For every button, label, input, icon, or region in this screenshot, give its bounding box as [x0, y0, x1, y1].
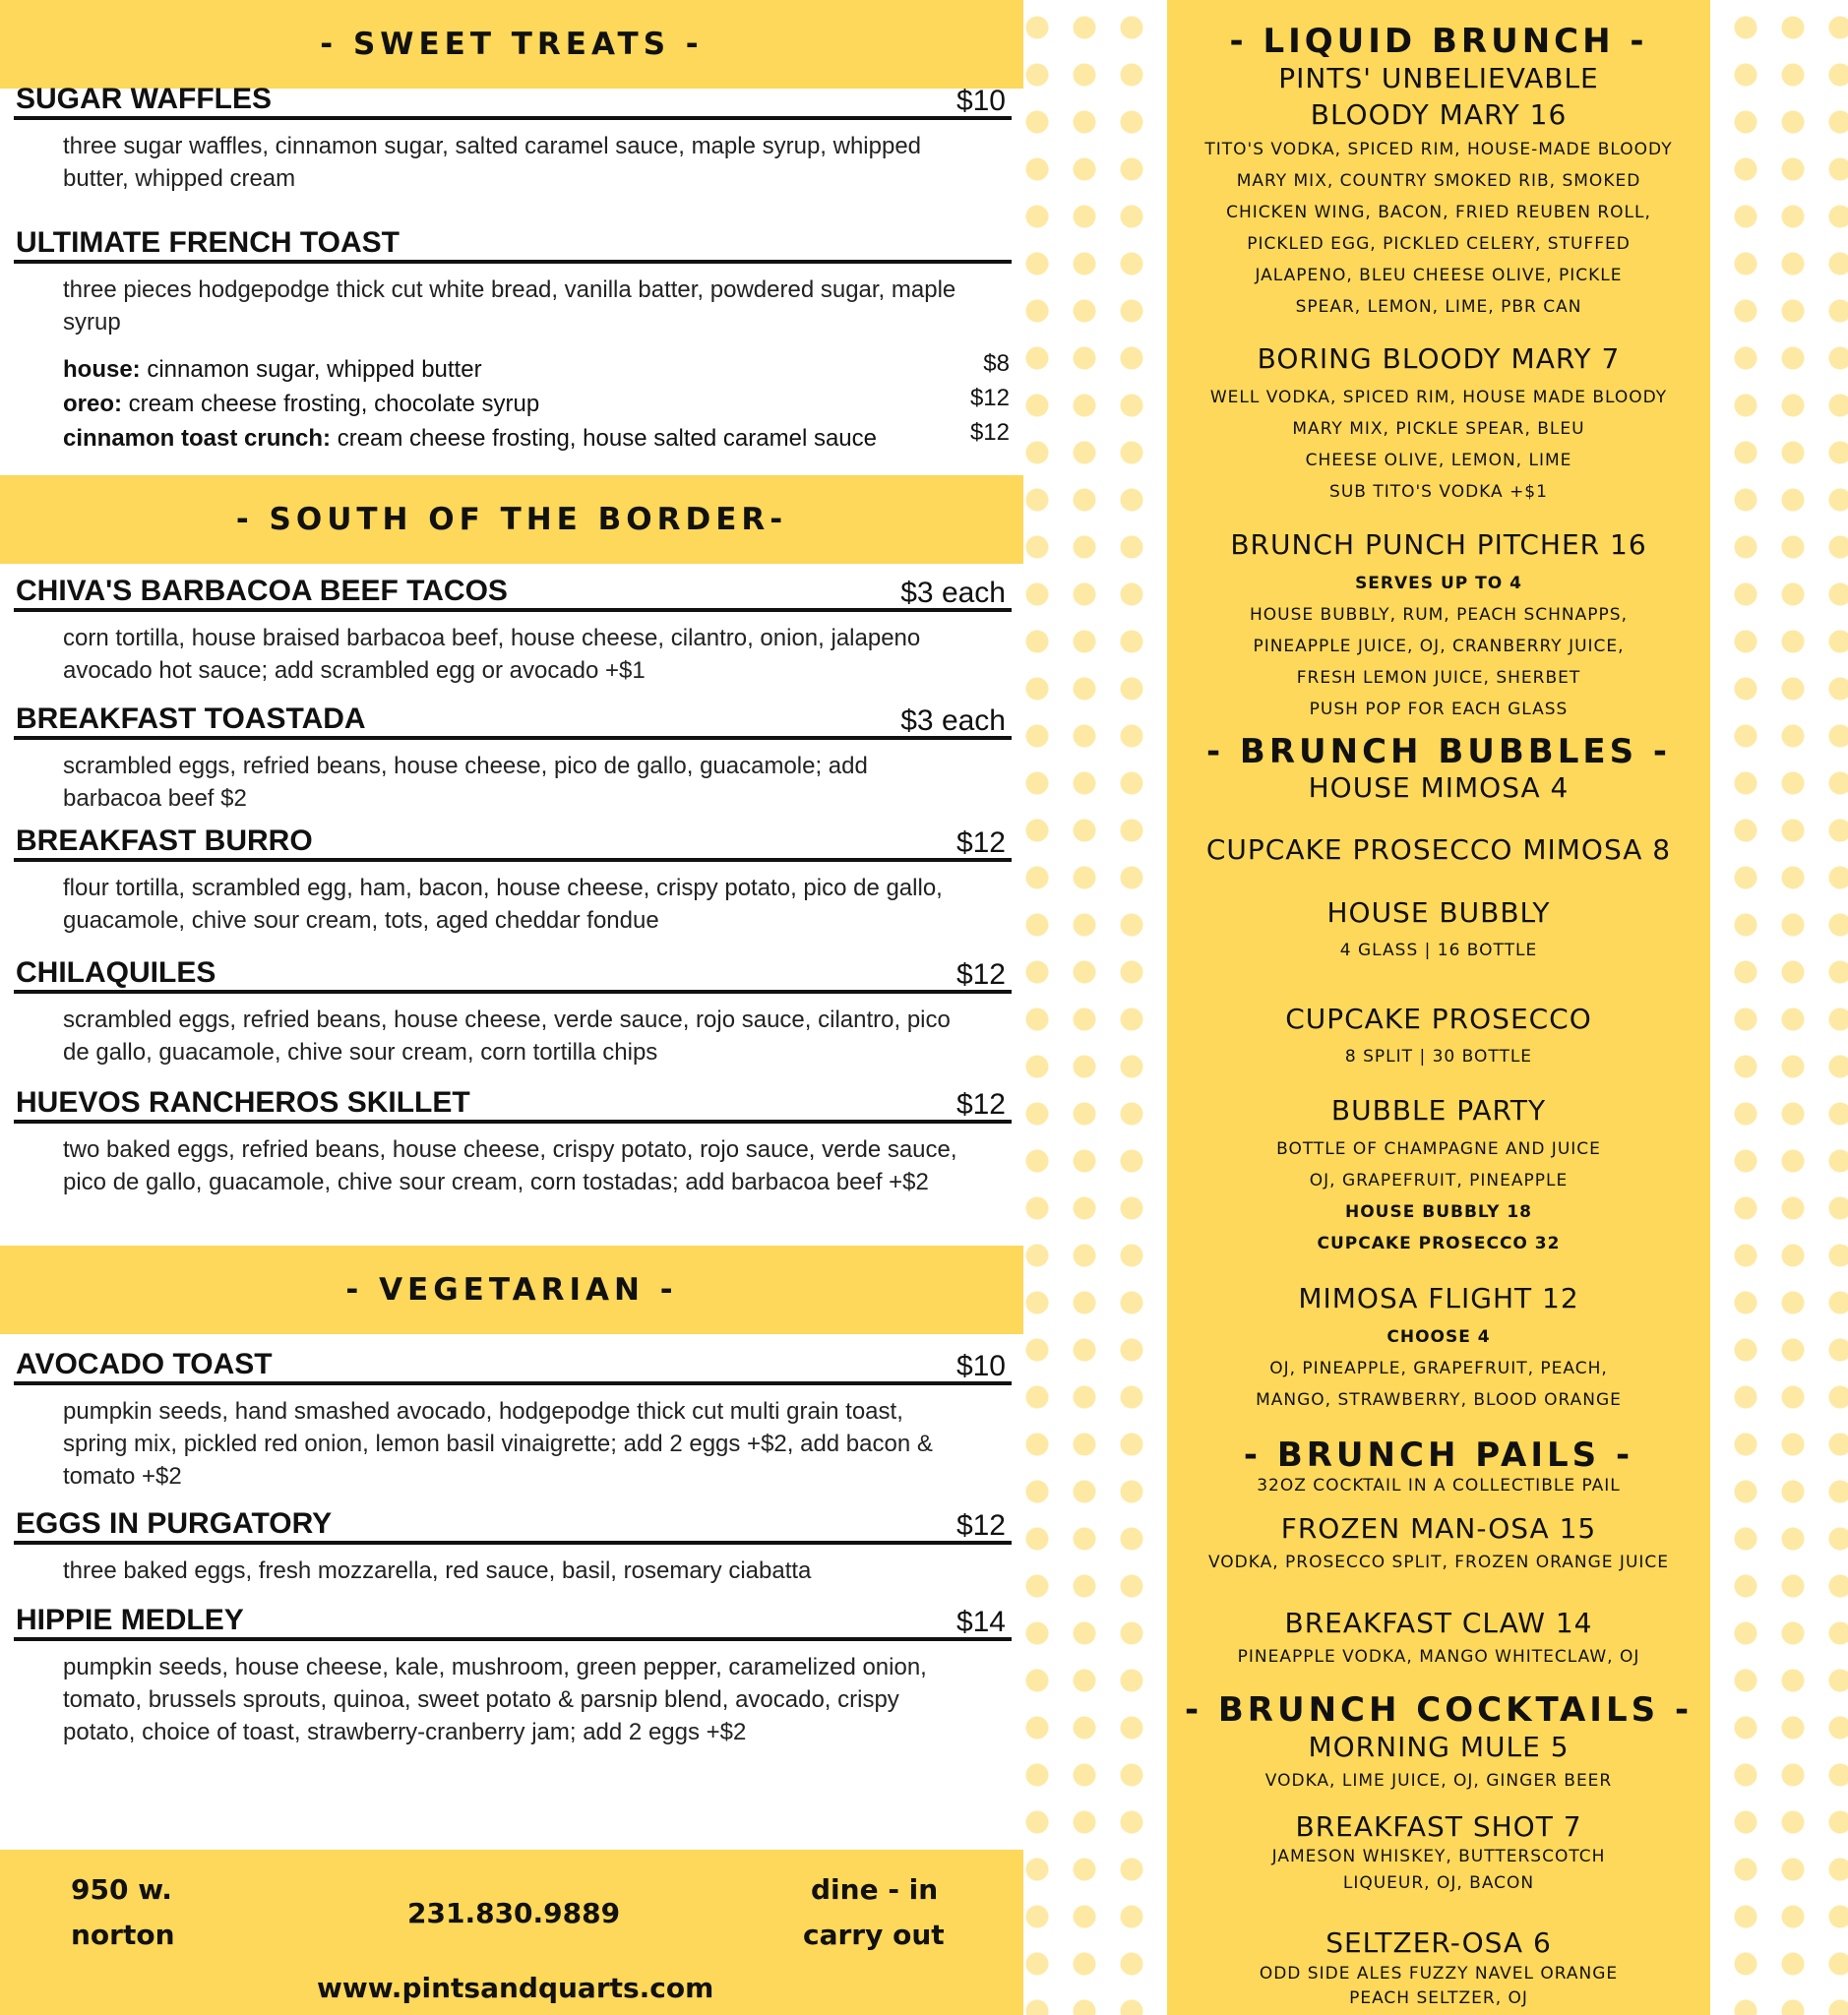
menu-item — [0, 693, 1023, 815]
desc-line: TITO'S VODKA, SPICED RIM, HOUSE-MADE BLOODY — [1204, 140, 1673, 159]
desc-line: HOUSE BUBBLY, RUM, PEACH SCHNAPPS, — [1250, 605, 1628, 625]
desc-line: PEACH SELTZER, OJ — [1349, 1988, 1528, 2008]
drinks-menu — [1167, 0, 1710, 2015]
desc-line: CHOOSE 4 — [1386, 1327, 1491, 1347]
french-toast-variants — [63, 352, 1017, 456]
desc-line: MANGO, STRAWBERRY, BLOOD ORANGE — [1256, 1390, 1622, 1410]
item-price: $12 — [955, 1088, 1006, 1121]
drink-name: MIMOSA FLIGHT 12 — [1298, 1282, 1579, 1314]
drink-description — [1167, 568, 1710, 725]
menu-item — [0, 946, 1023, 1069]
item-description: flour tortilla, scrambled egg, ham, bacon, house cheese, crispy potato, pico de gallo, guacamole, chive sour cream, tots, aged cheddar fondue — [63, 875, 943, 934]
desc-line: WELL VODKA, SPICED RIM, HOUSE MADE BLOODY — [1209, 388, 1668, 407]
footer — [0, 1850, 1023, 2015]
item-price: $10 — [955, 85, 1006, 117]
section-title: - SOUTH OF THE BORDER- — [235, 502, 788, 537]
variant-row — [63, 387, 1017, 421]
menu-item — [0, 1497, 1023, 1587]
item-description: corn tortilla, house braised barbacoa beef, house cheese, cilantro, onion, jalapeno avocado hot sauce; add scrambled egg or avocado +$1 — [63, 625, 921, 684]
desc-line: PICKLED EGG, PICKLED CELERY, STUFFED — [1247, 234, 1631, 254]
variant-text: cream cheese frosting, chocolate syrup — [122, 391, 540, 417]
item-name: HIPPIE MEDLEY — [16, 1604, 244, 1636]
brunch-pails-header: - BRUNCH PAILS - — [1243, 1435, 1634, 1475]
item-name: ULTIMATE FRENCH TOAST — [16, 226, 400, 259]
drink-description: 32OZ COCKTAIL IN A COLLECTIBLE PAIL — [1257, 1476, 1621, 1496]
drink-description — [1167, 1962, 1710, 2011]
drink-description — [1167, 134, 1710, 323]
menu-item — [0, 1594, 1023, 1748]
menu-item — [0, 1076, 1023, 1198]
menu-item — [0, 216, 1023, 338]
drink-name: MORNING MULE 5 — [1308, 1731, 1570, 1763]
desc-line: OJ, GRAPEFRUIT, PINEAPPLE — [1309, 1171, 1569, 1191]
liquid-brunch-header: - LIQUID BRUNCH - — [1229, 22, 1648, 61]
desc-line: FRESH LEMON JUICE, SHERBET — [1296, 668, 1581, 688]
variant-row — [63, 352, 1017, 387]
item-name: BREAKFAST BURRO — [16, 824, 313, 857]
phone-number: 231.830.9889 — [407, 1897, 621, 1929]
item-price: $3 each — [900, 704, 1006, 737]
drink-name: PINTS' UNBELIEVABLE — [1278, 62, 1599, 94]
address-line-1: 950 w. — [71, 1873, 172, 1906]
desc-line: SPEAR, LEMON, LIME, PBR CAN — [1295, 297, 1582, 317]
desc-line: PINEAPPLE JUICE, OJ, CRANBERRY JUICE, — [1253, 637, 1625, 656]
drink-name: BREAKFAST CLAW 14 — [1284, 1607, 1593, 1639]
desc-line: MARY MIX, PICKLE SPEAR, BLEU — [1292, 419, 1585, 439]
desc-line: JAMESON WHISKEY, BUTTERSCOTCH — [1271, 1847, 1606, 1866]
drink-name: BORING BLOODY MARY 7 — [1257, 342, 1621, 375]
drink-price: 8 SPLIT | 30 BOTTLE — [1344, 1047, 1533, 1067]
item-name: HUEVOS RANCHEROS SKILLET — [16, 1086, 470, 1119]
drink-price: 4 GLASS | 16 BOTTLE — [1339, 941, 1538, 960]
menu-item — [0, 815, 1023, 937]
variant-price: $12 — [969, 385, 1010, 411]
section-title: - VEGETARIAN - — [345, 1272, 678, 1308]
item-description: two baked eggs, refried beans, house cheese, crispy potato, rojo sauce, verde sauce, pico de gallo, guacamole, chive sour cream, corn tostadas; add barbacoa beef +$2 — [63, 1136, 957, 1195]
website-link[interactable]: www.pintsandquarts.com — [317, 1972, 714, 2004]
item-name: EGGS IN PURGATORY — [16, 1507, 333, 1540]
drink-description: VODKA, LIME JUICE, OJ, GINGER BEER — [1264, 1771, 1613, 1791]
drink-name: CUPCAKE PROSECCO MIMOSA 8 — [1205, 833, 1672, 866]
desc-line: MARY MIX, COUNTRY SMOKED RIB, SMOKED — [1236, 171, 1641, 191]
drink-description: PINEAPPLE VODKA, MANGO WHITECLAW, OJ — [1237, 1647, 1640, 1667]
section-title: - SWEET TREATS - — [320, 27, 704, 62]
drink-name: BLOODY MARY 16 — [1310, 98, 1568, 131]
desc-line: SUB TITO'S VODKA +$1 — [1329, 482, 1548, 502]
item-name: CHIVA'S BARBACOA BEEF TACOS — [16, 575, 508, 607]
drink-description: VODKA, PROSECCO SPLIT, FROZEN ORANGE JUICE — [1207, 1553, 1670, 1572]
desc-line: LIQUEUR, OJ, BACON — [1342, 1873, 1535, 1893]
item-name: AVOCADO TOAST — [16, 1348, 273, 1380]
drink-description — [1167, 1844, 1710, 1897]
address-line-2: norton — [71, 1919, 175, 1951]
drink-name: HOUSE BUBBLY — [1326, 896, 1551, 929]
desc-line: PUSH POP FOR EACH GLASS — [1309, 700, 1569, 719]
item-description: scrambled eggs, refried beans, house cheese, pico de gallo, guacamole; add barbacoa beef $2 — [63, 753, 868, 812]
variant-price: $8 — [983, 350, 1010, 377]
item-name: SUGAR WAFFLES — [16, 83, 272, 115]
service-carry-out: carry out — [803, 1919, 945, 1951]
desc-line: HOUSE BUBBLY 18 — [1344, 1202, 1532, 1222]
item-name: BREAKFAST TOASTADA — [16, 702, 366, 735]
drink-name: BRUNCH PUNCH PITCHER 16 — [1230, 528, 1647, 561]
item-description: three baked eggs, fresh mozzarella, red sauce, basil, rosemary ciabatta — [63, 1557, 812, 1584]
menu-item — [0, 1338, 1023, 1493]
item-description: scrambled eggs, refried beans, house cheese, verde sauce, rojo sauce, cilantro, pico de gallo, guacamole, chive sour cream, corn tortilla chips — [63, 1007, 951, 1066]
south-of-the-border-header — [0, 475, 1023, 564]
item-description: three sugar waffles, cinnamon sugar, salted caramel sauce, maple syrup, whipped butter, whipped cream — [63, 133, 922, 192]
desc-line: ODD SIDE ALES FUZZY NAVEL ORANGE — [1259, 1964, 1619, 1984]
desc-line: OJ, PINEAPPLE, GRAPEFRUIT, PEACH, — [1269, 1359, 1608, 1378]
variant-label: oreo: — [63, 391, 122, 417]
variant-label: house: — [63, 356, 141, 383]
drink-name: CUPCAKE PROSECCO — [1285, 1003, 1592, 1035]
item-price: $14 — [955, 1606, 1006, 1638]
desc-line: JALAPENO, BLEU CHEESE OLIVE, PICKLE — [1255, 266, 1623, 285]
drink-name: BREAKFAST SHOT 7 — [1295, 1810, 1582, 1843]
item-price: $12 — [955, 826, 1006, 859]
item-description: pumpkin seeds, hand smashed avocado, hodgepodge thick cut multi grain toast, spring mix, pickled red onion, lemon basil vinaigrette; add 2 eggs +$2, add bacon & tomato +$2 — [63, 1398, 933, 1490]
variant-row — [63, 421, 1017, 456]
drink-description — [1167, 382, 1710, 508]
desc-line: SERVES UP TO 4 — [1355, 574, 1522, 593]
item-price: $3 each — [900, 577, 1006, 609]
desc-line: BOTTLE OF CHAMPAGNE AND JUICE — [1276, 1139, 1601, 1159]
menu-item — [0, 565, 1023, 687]
desc-line: CUPCAKE PROSECCO 32 — [1317, 1234, 1561, 1253]
drink-name: HOUSE MIMOSA 4 — [1308, 771, 1570, 804]
vegetarian-header — [0, 1246, 1023, 1334]
drink-name: SELTZER-OSA 6 — [1325, 1926, 1552, 1959]
brunch-bubbles-header: - BRUNCH BUBBLES - — [1205, 732, 1672, 771]
drink-name: FROZEN MAN-OSA 15 — [1280, 1512, 1597, 1545]
drink-description — [1167, 1133, 1710, 1259]
item-price: $12 — [955, 958, 1006, 991]
variant-price: $12 — [969, 419, 1010, 446]
service-dine-in: dine - in — [811, 1873, 939, 1906]
item-description: pumpkin seeds, house cheese, kale, mushroom, green pepper, caramelized onion, tomato, brussels sprouts, quinoa, sweet potato & parsnip blend, avocado, crispy potato, choice of toast, strawberry-cranberry jam; add 2 eggs +$2 — [63, 1654, 927, 1745]
variant-text: cream cheese frosting, house salted caramel sauce — [331, 425, 877, 452]
drink-name: BUBBLE PARTY — [1330, 1094, 1547, 1127]
brunch-cocktails-header: - BRUNCH COCKTAILS - — [1184, 1690, 1694, 1730]
desc-line: CHEESE OLIVE, LEMON, LIME — [1305, 451, 1572, 470]
variant-label: cinnamon toast crunch: — [63, 425, 332, 452]
item-price: $12 — [955, 1509, 1006, 1542]
desc-line: CHICKEN WING, BACON, FRIED REUBEN ROLL, — [1226, 203, 1651, 222]
drink-description — [1167, 1321, 1710, 1416]
item-name: CHILAQUILES — [16, 956, 216, 989]
variant-text: cinnamon sugar, whipped butter — [140, 356, 482, 383]
menu-item — [0, 73, 1023, 195]
item-description: three pieces hodgepodge thick cut white bread, vanilla batter, powdered sugar, maple syrup — [63, 276, 956, 336]
item-price: $10 — [955, 1350, 1006, 1382]
